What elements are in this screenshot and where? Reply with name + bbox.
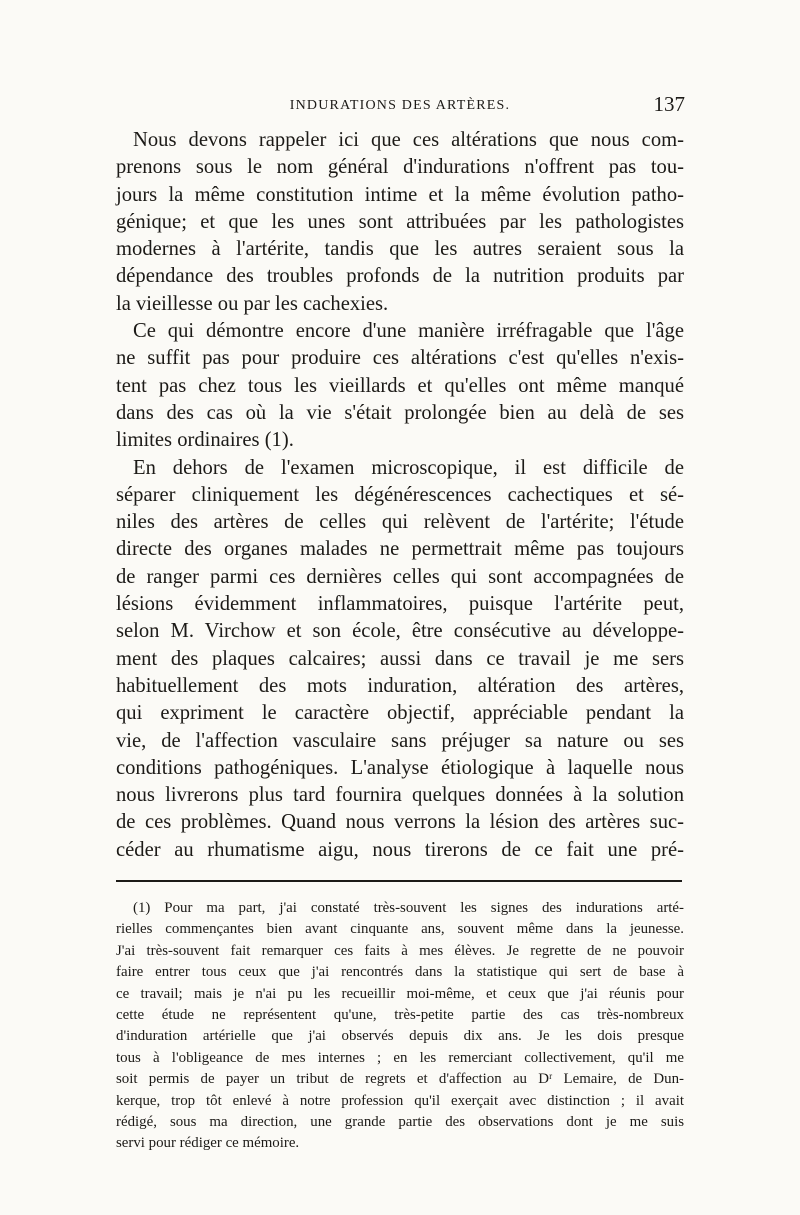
text-line: niles des artères de celles qui relèvent de l'artérite; l'étude [116, 511, 684, 534]
footnote-line: ce travail; mais je n'ai pu les recueillir moi-même, et ceux que j'ai réunis pour [116, 985, 684, 1002]
text-line: génique; et que les unes sont attribuées par les pathologistes [116, 210, 684, 233]
text-line: ment des plaques calcaires; aussi dans ce travail je me sers [116, 647, 684, 670]
footnote-line: rédigé, sous ma direction, une grande partie des observations dont je me suis [116, 1113, 684, 1130]
footnote-line: faire entrer tous ceux que j'ai rencontrés dans la statistique qui sert de base à [116, 964, 684, 981]
text-line: directe des organes malades ne permettrait même pas toujours [116, 538, 684, 561]
text-line: prenons sous le nom général d'indurations n'offrent pas tou- [116, 156, 684, 179]
footnote-line: rielles commençantes bien avant cinquante ans, souvent même dans la jeunesse. [116, 921, 684, 938]
text-line: de ranger parmi ces dernières celles qui sont accompagnées de [116, 565, 684, 588]
text-line: habituellement des mots induration, altération des artères, [116, 674, 684, 697]
text-line: jours la même constitution intime et la même évolution patho- [116, 183, 684, 206]
text-line: conditions pathogéniques. L'analyse étiologique à laquelle nous [116, 756, 684, 779]
running-head [115, 92, 685, 122]
footnote-line: kerque, trop tôt enlevé à notre profession qu'il exerçait avec distinction ; il avait [116, 1092, 684, 1109]
footnote-line: (1) Pour ma part, j'ai constaté très-souvent les signes des indurations arté- [133, 900, 684, 916]
text-line: lésions évidemment inflammatoires, puisque l'artérite peut, [116, 593, 684, 616]
text-line: vie, de l'affection vasculaire sans préjuger sa nature ou ses [116, 729, 684, 752]
text-line: modernes à l'artérite, tandis que les autres seraient sous la [116, 238, 684, 261]
footnote-line: tous à l'obligeance de mes internes ; en les remerciant collectivement, qu'il me [116, 1049, 684, 1066]
text-line: limites ordinaires (1). [116, 429, 294, 452]
text-line: selon M. Virchow et son école, être consécutive au développe- [116, 620, 684, 643]
text-line: qui expriment le caractère objectif, appréciable pendant la [116, 702, 684, 725]
footnote-line: cette étude ne représentent qu'une, très-petite partie des cas très-nombreux [116, 1006, 684, 1023]
text-line: céder au rhumatisme aigu, nous tirerons de ce fait une pré- [116, 838, 684, 861]
running-title: INDURATIONS DES ARTÈRES. [289, 98, 511, 113]
text-line: Ce qui démontre encore d'une manière irréfragable que l'âge [133, 320, 684, 343]
text-line: Nous devons rappeler ici que ces altérations que nous com- [133, 129, 684, 151]
text-line: tent pas chez tous les vieillards et qu'elles ont même manqué [116, 374, 684, 397]
footnote-rule [116, 880, 682, 882]
text-line: la vieillesse ou par les cachexies. [116, 292, 389, 315]
text-line: ne suffit pas pour produire ces altérations c'est qu'elles n'exis- [116, 347, 684, 370]
text-line: dépendance des troubles profonds de la nutrition produits par [116, 265, 684, 288]
text-line: En dehors de l'examen microscopique, il est difficile de [133, 456, 684, 479]
footnote-line: J'ai très-souvent fait remarquer ces faits à mes élèves. Je regrette de ne pouvoir [116, 942, 684, 959]
text-line: de ces problèmes. Quand nous verrons la lésion des artères suc- [116, 811, 684, 834]
body-text [116, 127, 684, 864]
text-line: nous livrerons plus tard fournira quelques données à la solution [116, 784, 684, 807]
footnote-line: soit permis de payer un tribut de regrets et d'affection au Dʳ Lemaire, de Dun- [116, 1071, 684, 1088]
footnote-line: servi pour rédiger ce mémoire. [116, 1135, 300, 1152]
text-line: dans des cas où la vie s'était prolongée bien au delà de ses [116, 401, 684, 424]
page-number: 137 [653, 92, 685, 116]
footnote-line: d'induration artérielle que j'ai observés depuis dix ans. Je les dois presque [116, 1028, 684, 1045]
footnote [116, 898, 684, 1155]
text-line: séparer cliniquement les dégénérescences cachectiques et sé- [116, 483, 684, 506]
